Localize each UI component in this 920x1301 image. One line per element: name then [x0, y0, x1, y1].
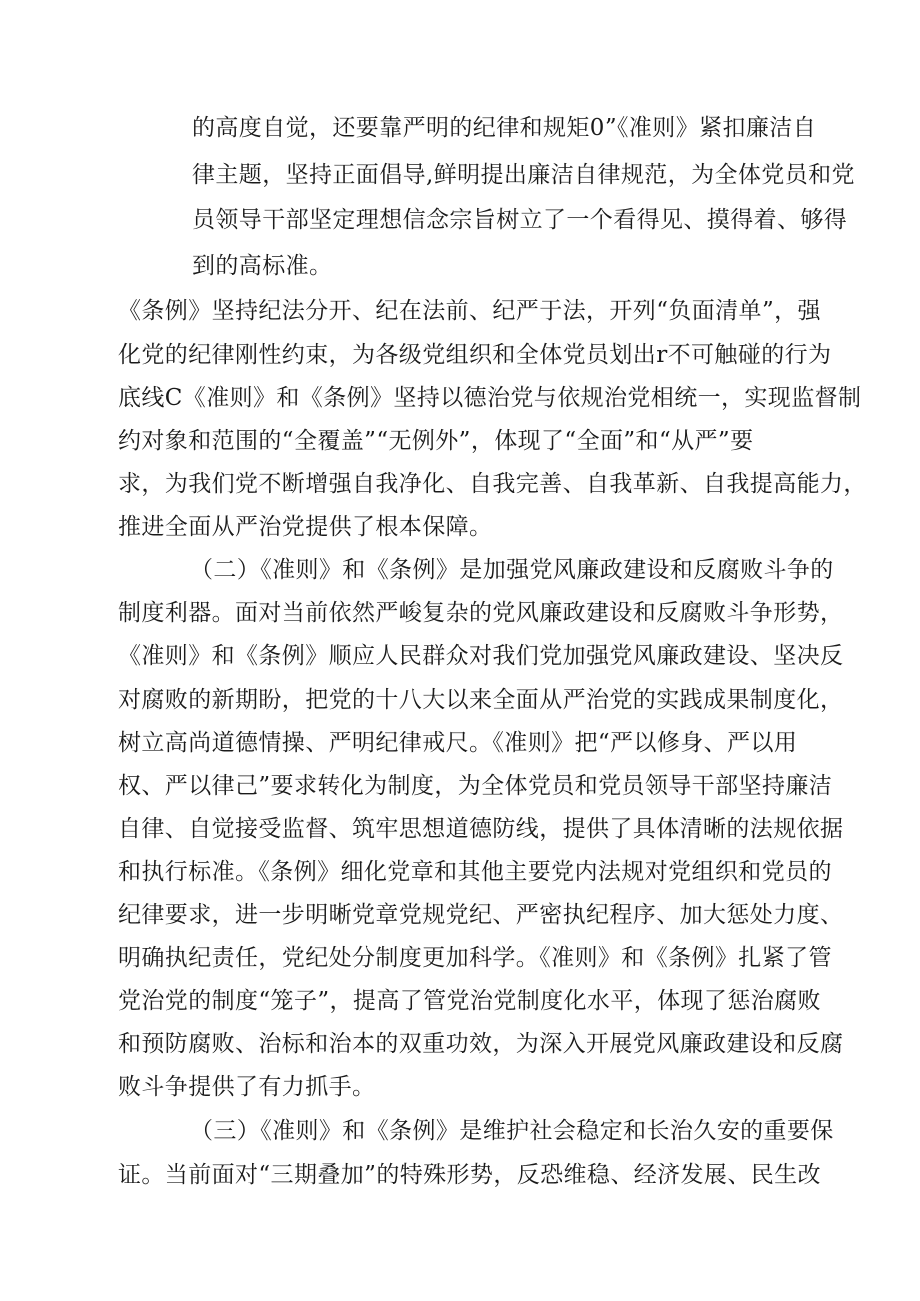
- text-line-20: 明确执纪责任，党纪处分制度更加科学。《准则》和《条例》扎紧了管: [118, 945, 832, 971]
- text-line-13: 《准则》和《条例》顺应人民群众对我们党加强党风廉政建设、坚决反: [118, 643, 844, 669]
- text-line-9: 求，为我们党不断增强自我净化、自我完善、自我革新、自我提高能力，: [118, 471, 867, 497]
- text-line-3: 员领导干部坚定理想信念宗旨树立了一个看得见、摸得着、够得: [192, 207, 848, 233]
- text-line-14: 对腐败的新期盼，把党的十八大以来全面从严治党的实践成果制度化，: [118, 687, 844, 713]
- text-line-22: 和预防腐败、治标和治本的双重功效，为深入开展党风廉政建设和反腐: [118, 1031, 844, 1057]
- text-line-21: 党治党的制度“笼子”，提高了管党治党制度化水平，体现了惩治腐败: [118, 988, 821, 1014]
- text-line-2: 律主题，坚持正面倡导,鲜明提出廉洁自律规范，为全体党员和党: [192, 162, 855, 188]
- text-line-1: 的高度自觉，还要靠严明的纪律和规矩0”《准则》紧扣廉洁自: [192, 115, 817, 141]
- text-line-18: 和执行标准。《条例》细化党章和其他主要党内法规对党组织和党员的: [118, 859, 832, 885]
- text-line-25: 证。当前面对“三期叠加”的特殊形势，反恐维稳、经济发展、民生改: [118, 1162, 821, 1188]
- text-line-10: 推进全面从严治党提供了根本保障。: [118, 514, 493, 540]
- text-line-7: 底线C《准则》和《条例》坚持以德治党与依规治党相统一，实现监督制: [118, 385, 862, 411]
- text-line-4: 到的高标准。: [192, 253, 333, 279]
- text-line-5: 《条例》坚持纪法分开、纪在法前、纪严于法，开列“负面清单”，强: [118, 298, 821, 324]
- text-line-19: 纪律要求，进一步明晰党章党规党纪、严密执纪程序、加大惩处力度、: [118, 902, 844, 928]
- text-line-16: 权、严以律己”要求转化为制度，为全体党员和党员领导干部坚持廉洁: [118, 773, 833, 799]
- text-line-17: 自律、自觉接受监督、筑牢思想道德防线，提供了具体清晰的法规依据: [118, 816, 844, 842]
- paragraph-heading-2: （二）《准则》和《条例》是加强党风廉政建设和反腐败斗争的: [190, 557, 834, 583]
- paragraph-heading-3: （三）《准则》和《条例》是维护社会稳定和长治久安的重要保: [190, 1118, 834, 1144]
- text-line-6: 化党的纪律刚性约束，为各级党组织和全体党员划出r不可触碰的行为: [118, 342, 832, 368]
- text-line-12: 制度利器。面对当前依然严峻复杂的党风廉政建设和反腐败斗争形势，: [118, 600, 844, 626]
- text-line-23: 败斗争提供了有力抓手。: [118, 1074, 376, 1100]
- text-line-15: 树立高尚道德情操、严明纪律戒尺。《准则》把“严以修身、严以用: [118, 730, 798, 756]
- text-line-8: 约对象和范围的“全覆盖”“无例外”，体现了“全面”和“从严”要: [118, 428, 754, 454]
